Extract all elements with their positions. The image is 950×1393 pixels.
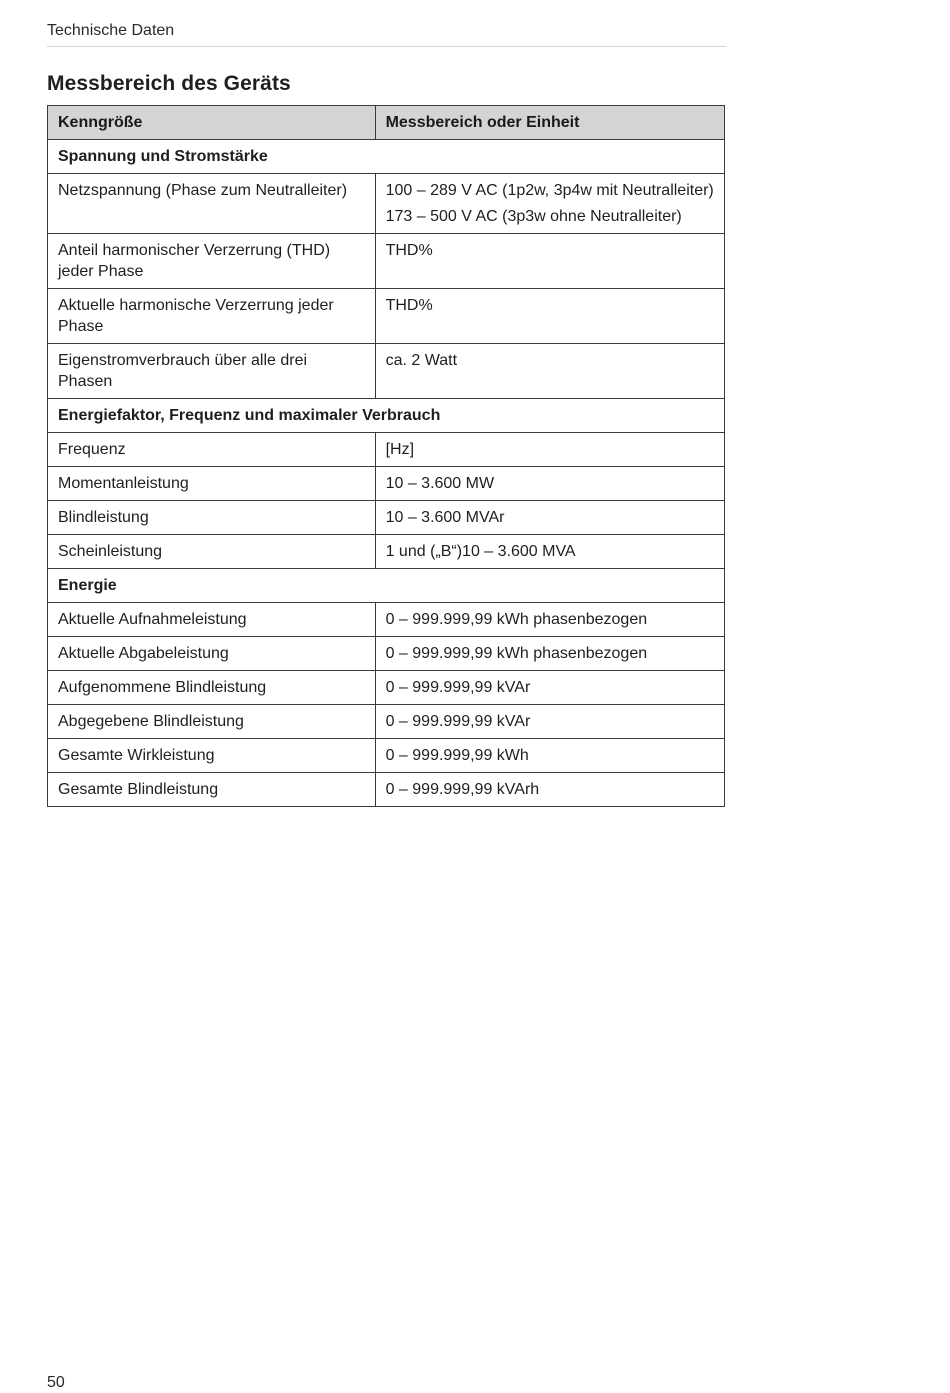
group-title: Spannung und Stromstärke xyxy=(48,140,725,174)
range-value: THD% xyxy=(385,242,433,259)
parameter-cell: Momentanleistung xyxy=(48,467,376,501)
range-cell xyxy=(375,501,724,535)
range-value: 173 – 500 V AC (3p3w ohne Neutralleiter) xyxy=(385,208,682,225)
table-body xyxy=(48,140,725,807)
table-row xyxy=(48,433,725,467)
range-value: 10 – 3.600 MVAr xyxy=(385,509,505,526)
range-cell xyxy=(375,289,724,344)
table-row xyxy=(48,637,725,671)
table-row xyxy=(48,705,725,739)
table-row xyxy=(48,467,725,501)
table-row xyxy=(48,289,725,344)
table-row xyxy=(48,671,725,705)
page-number: 50 xyxy=(47,1374,65,1391)
range-value: 10 – 3.600 MW xyxy=(385,475,495,492)
group-row xyxy=(48,569,725,603)
header-parameter: Kenngröße xyxy=(48,106,376,140)
range-cell xyxy=(375,637,724,671)
range-value: ca. 2 Watt xyxy=(385,352,458,369)
range-cell xyxy=(375,467,724,501)
range-value: 0 – 999.999,99 kWh phasenbezogen xyxy=(385,611,648,628)
parameter-cell: Gesamte Wirkleistung xyxy=(48,739,376,773)
parameter-cell: Scheinleistung xyxy=(48,535,376,569)
table-row xyxy=(48,234,725,289)
range-cell xyxy=(375,344,724,399)
range-value: 0 – 999.999,99 kWh xyxy=(385,747,529,764)
table-row xyxy=(48,739,725,773)
table-row xyxy=(48,773,725,807)
table-row xyxy=(48,344,725,399)
section-title: Messbereich des Geräts xyxy=(47,72,291,95)
range-cell xyxy=(375,603,724,637)
parameter-cell: Gesamte Blindleistung xyxy=(48,773,376,807)
parameter-cell: Aktuelle harmonische Verzerrung jeder Phase xyxy=(48,289,376,344)
range-value: THD% xyxy=(385,297,433,314)
parameter-cell: Netzspannung (Phase zum Neutralleiter) xyxy=(48,174,376,234)
parameter-cell: Eigenstromverbrauch über alle drei Phasen xyxy=(48,344,376,399)
parameter-cell: Anteil harmonischer Verzerrung (THD) jeder Phase xyxy=(48,234,376,289)
range-value: 0 – 999.999,99 kVAr xyxy=(385,713,531,730)
table-row xyxy=(48,603,725,637)
range-value: 0 – 999.999,99 kVAr xyxy=(385,679,531,696)
table-head xyxy=(48,106,725,140)
range-cell xyxy=(375,705,724,739)
running-header: Technische Daten xyxy=(47,20,726,47)
parameter-cell: Frequenz xyxy=(48,433,376,467)
spec-table xyxy=(47,105,725,807)
range-cell xyxy=(375,739,724,773)
range-cell xyxy=(375,174,724,234)
range-cell xyxy=(375,773,724,807)
parameter-cell: Aktuelle Abgabeleistung xyxy=(48,637,376,671)
parameter-cell: Blindleistung xyxy=(48,501,376,535)
range-cell xyxy=(375,671,724,705)
table-row xyxy=(48,535,725,569)
range-value: 100 – 289 V AC (1p2w, 3p4w mit Neutralleiter) xyxy=(385,182,714,199)
range-value: 0 – 999.999,99 kWh phasenbezogen xyxy=(385,645,648,662)
range-cell xyxy=(375,535,724,569)
range-value: [Hz] xyxy=(385,441,415,458)
parameter-cell: Aktuelle Aufnahmeleistung xyxy=(48,603,376,637)
range-cell xyxy=(375,234,724,289)
range-value: 1 und („B“)10 – 3.600 MVA xyxy=(385,543,576,560)
parameter-cell: Abgegebene Blindleistung xyxy=(48,705,376,739)
header-range: Messbereich oder Einheit xyxy=(375,106,724,140)
group-row xyxy=(48,399,725,433)
table-row xyxy=(48,174,725,234)
group-row xyxy=(48,140,725,174)
group-title: Energie xyxy=(48,569,725,603)
parameter-cell: Aufgenommene Blindleistung xyxy=(48,671,376,705)
range-cell xyxy=(375,433,724,467)
header-row xyxy=(48,106,725,140)
group-title: Energiefaktor, Frequenz und maximaler Verbrauch xyxy=(48,399,725,433)
range-value: 0 – 999.999,99 kVArh xyxy=(385,781,540,798)
table-row xyxy=(48,501,725,535)
